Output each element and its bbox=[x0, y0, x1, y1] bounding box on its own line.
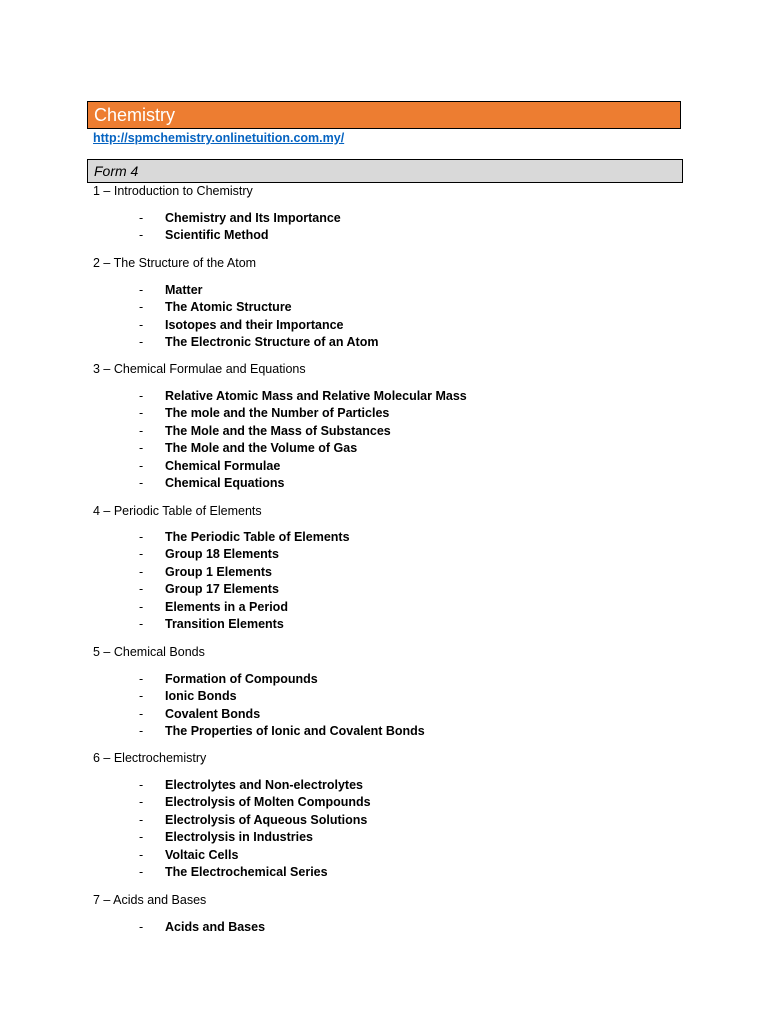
topic-label: Group 18 Elements bbox=[165, 547, 279, 562]
chapter-heading: 5 – Chemical Bonds bbox=[93, 645, 205, 659]
topic-label: Ionic Bonds bbox=[165, 689, 237, 704]
topic-label: Electrolytes and Non-electrolytes bbox=[165, 778, 363, 792]
list-dash: - bbox=[139, 547, 144, 562]
topic-label: Chemical Formulae bbox=[165, 458, 281, 473]
topic-item bbox=[139, 617, 284, 631]
topic-item bbox=[139, 865, 328, 879]
topic-label: Elements in a Period bbox=[165, 599, 288, 614]
topic-label: The Mole and the Mass of Substances bbox=[165, 423, 391, 438]
list-dash: - bbox=[139, 795, 144, 810]
list-dash: - bbox=[139, 865, 144, 879]
document-title: Chemistry bbox=[87, 101, 681, 129]
topic-item bbox=[139, 318, 344, 332]
list-dash: - bbox=[139, 389, 144, 403]
chapter-heading: 7 – Acids and Bases bbox=[93, 893, 207, 907]
topic-label: Transition Elements bbox=[165, 617, 284, 631]
topic-label: The Mole and the Volume of Gas bbox=[165, 441, 358, 456]
topic-item bbox=[139, 778, 363, 792]
topic-item bbox=[139, 707, 260, 721]
topic-label: Chemistry and Its Importance bbox=[165, 211, 341, 225]
topic-item bbox=[139, 547, 279, 561]
list-dash: - bbox=[139, 689, 144, 704]
list-dash: - bbox=[139, 847, 144, 862]
topic-label: The Atomic Structure bbox=[165, 300, 292, 315]
topic-item bbox=[139, 724, 425, 738]
chapter-heading: 4 – Periodic Table of Elements bbox=[93, 504, 262, 518]
chapter-heading: 3 – Chemical Formulae and Equations bbox=[93, 362, 306, 376]
list-dash: - bbox=[139, 564, 144, 579]
topic-item bbox=[139, 920, 265, 934]
topic-label: Scientific Method bbox=[165, 228, 269, 243]
topic-item bbox=[139, 476, 284, 490]
topic-item bbox=[139, 530, 350, 544]
list-dash: - bbox=[139, 778, 144, 792]
list-dash: - bbox=[139, 672, 144, 686]
topic-item bbox=[139, 848, 238, 862]
topic-item bbox=[139, 228, 268, 242]
website-link[interactable]: http://spmchemistry.onlinetuition.com.my/ bbox=[93, 131, 345, 145]
topic-item bbox=[139, 406, 389, 420]
topic-item bbox=[139, 689, 237, 703]
list-dash: - bbox=[139, 920, 144, 934]
topic-label: Electrolysis of Aqueous Solutions bbox=[165, 812, 368, 827]
topic-item bbox=[139, 283, 203, 297]
topic-label: The Properties of Ionic and Covalent Bonds bbox=[165, 724, 425, 739]
list-dash: - bbox=[139, 211, 144, 225]
topic-label: Isotopes and their Importance bbox=[165, 317, 344, 332]
topic-item bbox=[139, 300, 292, 314]
list-dash: - bbox=[139, 582, 144, 597]
list-dash: - bbox=[139, 599, 144, 614]
list-dash: - bbox=[139, 812, 144, 827]
topic-item bbox=[139, 565, 272, 579]
topic-item bbox=[139, 600, 288, 614]
list-dash: - bbox=[139, 335, 144, 350]
topic-item bbox=[139, 813, 367, 827]
list-dash: - bbox=[139, 317, 144, 332]
topic-label: Formation of Compounds bbox=[165, 672, 318, 686]
topic-item bbox=[139, 459, 280, 473]
list-dash: - bbox=[139, 617, 144, 631]
list-dash: - bbox=[139, 283, 144, 297]
topic-item bbox=[139, 335, 378, 349]
topic-label: Group 1 Elements bbox=[165, 564, 272, 579]
list-dash: - bbox=[139, 406, 144, 421]
topic-label: The Electrochemical Series bbox=[165, 865, 328, 879]
list-dash: - bbox=[139, 830, 144, 845]
topic-label: Group 17 Elements bbox=[165, 582, 279, 597]
topic-item bbox=[139, 211, 341, 225]
list-dash: - bbox=[139, 423, 144, 438]
topic-label: Chemical Equations bbox=[165, 476, 285, 490]
list-dash: - bbox=[139, 476, 144, 490]
chapter-heading: 1 – Introduction to Chemistry bbox=[93, 184, 253, 198]
topic-label: Matter bbox=[165, 283, 203, 297]
topic-item bbox=[139, 441, 357, 455]
list-dash: - bbox=[139, 228, 144, 243]
topic-label: Electrolysis in Industries bbox=[165, 830, 313, 845]
topic-label: The Periodic Table of Elements bbox=[165, 530, 350, 544]
chapter-heading: 6 – Electrochemistry bbox=[93, 751, 207, 765]
topic-label: Electrolysis of Molten Compounds bbox=[165, 795, 371, 810]
topic-item bbox=[139, 795, 371, 809]
topic-item bbox=[139, 389, 467, 403]
list-dash: - bbox=[139, 530, 144, 544]
topic-label: Covalent Bonds bbox=[165, 706, 261, 721]
list-dash: - bbox=[139, 706, 144, 721]
form-heading: Form 4 bbox=[87, 159, 683, 183]
topic-label: Acids and Bases bbox=[165, 920, 266, 934]
list-dash: - bbox=[139, 724, 144, 739]
list-dash: - bbox=[139, 300, 144, 315]
topic-label: The mole and the Number of Particles bbox=[165, 406, 390, 421]
topic-item bbox=[139, 582, 279, 596]
chapter-heading: 2 – The Structure of the Atom bbox=[93, 256, 257, 270]
topic-item bbox=[139, 672, 318, 686]
topic-label: The Electronic Structure of an Atom bbox=[165, 335, 379, 350]
topic-item bbox=[139, 830, 313, 844]
topic-label: Relative Atomic Mass and Relative Molecular Mass bbox=[165, 389, 467, 403]
topic-label: Voltaic Cells bbox=[165, 847, 239, 862]
list-dash: - bbox=[139, 441, 144, 456]
topic-item bbox=[139, 424, 391, 438]
list-dash: - bbox=[139, 458, 144, 473]
